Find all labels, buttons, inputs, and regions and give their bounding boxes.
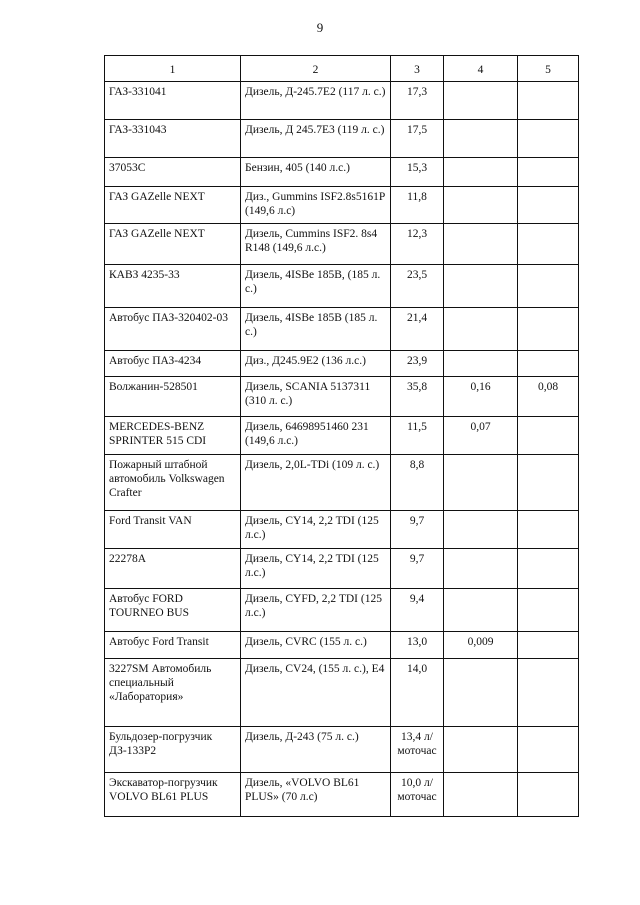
column-header: 4 [444,56,518,82]
fuel-norm-cell: 13,0 [391,632,444,659]
engine-cell: Дизель, CY14, 2,2 TDI (125 л.с.) [241,549,391,589]
engine-cell: Бензин, 405 (140 л.с.) [241,158,391,187]
column-4-cell [444,549,518,589]
engine-cell: Дизель, Cummins ISF2. 8s4 R148 (149,6 л.с.) [241,224,391,265]
vehicle-model-cell: Пожарный штабной автомобиль Volkswagen Crafter [105,455,241,511]
engine-cell: Дизель, 64698951460 231 (149,6 л.с.) [241,417,391,455]
fuel-norm-cell: 15,3 [391,158,444,187]
column-5-cell [518,82,579,120]
table-row [105,773,579,817]
column-5-cell [518,120,579,158]
engine-cell: Дизель, Д-245.7Е2 (117 л. с.) [241,82,391,120]
vehicle-model-cell: Волжанин-528501 [105,377,241,417]
column-5-cell [518,511,579,549]
vehicle-model-cell: ГАЗ GAZelle NEXT [105,187,241,224]
fuel-norm-cell: 9,7 [391,549,444,589]
column-4-cell [444,82,518,120]
column-4-cell: 0,16 [444,377,518,417]
column-4-cell [444,265,518,308]
column-header: 5 [518,56,579,82]
fuel-norm-cell: 11,5 [391,417,444,455]
column-5-cell [518,417,579,455]
column-5-cell [518,659,579,727]
fuel-norm-cell: 17,5 [391,120,444,158]
column-4-cell [444,659,518,727]
column-5-cell [518,308,579,351]
table-row [105,632,579,659]
engine-cell: Дизель, SCANIA 5137311 (310 л. с.) [241,377,391,417]
table-row [105,308,579,351]
table-row [105,224,579,265]
column-4-cell [444,158,518,187]
engine-cell: Дизель, «VOLVO BL61 PLUS» (70 л.с) [241,773,391,817]
vehicle-model-cell: 3227SM Автомобиль специальный «Лаборатория» [105,659,241,727]
fuel-norm-cell: 9,4 [391,589,444,632]
fuel-consumption-table [104,55,579,817]
column-5-cell [518,351,579,377]
column-5-cell [518,224,579,265]
vehicle-model-cell: Автобус ПАЗ-4234 [105,351,241,377]
table-row [105,187,579,224]
column-header: 3 [391,56,444,82]
vehicle-model-cell: Автобус ПАЗ-320402-03 [105,308,241,351]
table-row [105,549,579,589]
column-5-cell [518,589,579,632]
page-number: 9 [316,20,324,35]
column-5-cell [518,727,579,773]
vehicle-model-cell: ГАЗ-331043 [105,120,241,158]
engine-cell: Дизель, CY14, 2,2 TDI (125 л.с.) [241,511,391,549]
column-header: 2 [241,56,391,82]
fuel-norm-cell: 35,8 [391,377,444,417]
vehicle-model-cell: Автобус Ford Transit [105,632,241,659]
column-5-cell [518,549,579,589]
column-header: 1 [105,56,241,82]
vehicle-model-cell: КАВЗ 4235-33 [105,265,241,308]
vehicle-model-cell: Бульдозер-погрузчик ДЗ-133Р2 [105,727,241,773]
table-row [105,82,579,120]
vehicle-model-cell: Экскаватор-погрузчик VOLVO BL61 PLUS [105,773,241,817]
vehicle-model-cell: MERCEDES-BENZ SPRINTER 515 CDI [105,417,241,455]
column-5-cell [518,632,579,659]
vehicle-model-cell: 22278А [105,549,241,589]
fuel-norm-cell: 11,8 [391,187,444,224]
engine-cell: Дизель, Д 245.7Е3 (119 л. с.) [241,120,391,158]
vehicle-model-cell: ГАЗ-331041 [105,82,241,120]
fuel-norm-cell: 8,8 [391,455,444,511]
table-row [105,511,579,549]
table-row [105,158,579,187]
table-row [105,589,579,632]
engine-cell: Дизель, Д-243 (75 л. с.) [241,727,391,773]
column-5-cell [518,158,579,187]
column-5-cell [518,455,579,511]
fuel-norm-cell: 9,7 [391,511,444,549]
vehicle-model-cell: Автобус FORD TOURNEO BUS [105,589,241,632]
engine-cell: Дизель, CV24, (155 л. с.), E4 [241,659,391,727]
column-4-cell [444,224,518,265]
column-4-cell [444,773,518,817]
table-row [105,377,579,417]
column-4-cell: 0,07 [444,417,518,455]
column-4-cell [444,455,518,511]
column-4-cell [444,187,518,224]
column-5-cell: 0,08 [518,377,579,417]
fuel-norm-cell: 17,3 [391,82,444,120]
fuel-norm-cell: 23,9 [391,351,444,377]
column-5-cell [518,773,579,817]
table-row [105,417,579,455]
vehicle-model-cell: Ford Transit VAN [105,511,241,549]
engine-cell: Дизель, 4ISBe 185В, (185 л. с.) [241,265,391,308]
column-5-cell [518,187,579,224]
engine-cell: Дизель, CVRC (155 л. с.) [241,632,391,659]
engine-cell: Дизель, 2,0L-TDi (109 л. с.) [241,455,391,511]
table-row [105,727,579,773]
table-row [105,265,579,308]
table-header-row [105,56,579,82]
table-row [105,455,579,511]
column-4-cell [444,351,518,377]
table-body [105,82,579,817]
vehicle-model-cell: ГАЗ GAZelle NEXT [105,224,241,265]
table-row [105,351,579,377]
column-4-cell [444,727,518,773]
fuel-norm-cell: 10,0 л/ моточас [391,773,444,817]
column-4-cell [444,308,518,351]
engine-cell: Диз., Д245.9Е2 (136 л.с.) [241,351,391,377]
fuel-norm-cell: 23,5 [391,265,444,308]
vehicle-model-cell: 37053С [105,158,241,187]
fuel-norm-cell: 14,0 [391,659,444,727]
column-5-cell [518,265,579,308]
column-4-cell [444,120,518,158]
column-4-cell: 0,009 [444,632,518,659]
engine-cell: Диз., Gummins ISF2.8s5161P (149,6 л.с) [241,187,391,224]
engine-cell: Дизель, 4ISBe 185В (185 л. с.) [241,308,391,351]
engine-cell: Дизель, CYFD, 2,2 TDI (125 л.с.) [241,589,391,632]
fuel-norm-cell: 21,4 [391,308,444,351]
column-4-cell [444,589,518,632]
fuel-norm-cell: 12,3 [391,224,444,265]
table-row [105,659,579,727]
column-4-cell [444,511,518,549]
fuel-norm-cell: 13,4 л/ моточас [391,727,444,773]
table-row [105,120,579,158]
